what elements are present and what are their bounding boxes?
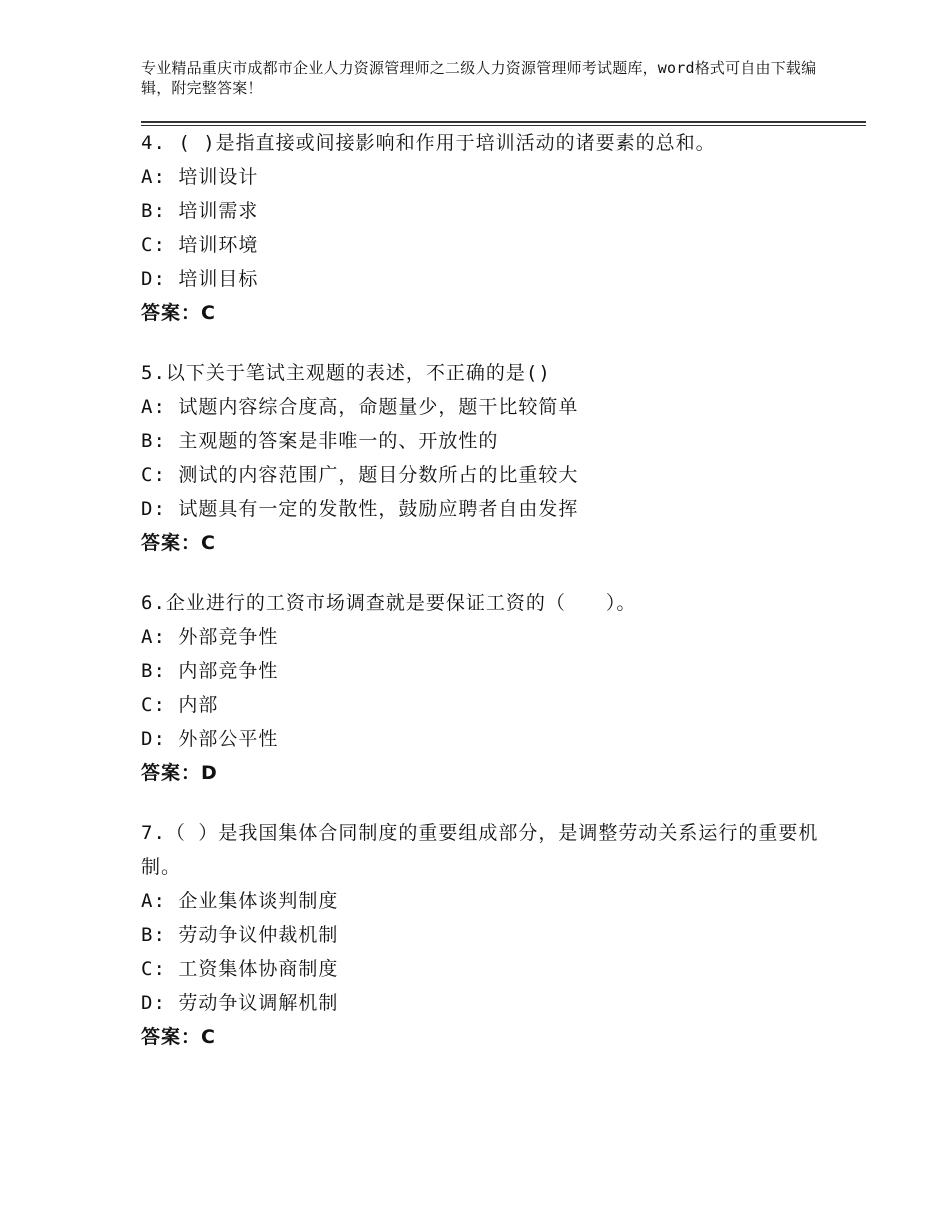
option-a: A: 企业集体谈判制度 xyxy=(141,890,339,912)
answer-label: 答案：D xyxy=(141,762,218,784)
question-5 xyxy=(141,356,866,560)
option-b: B: 培训需求 xyxy=(141,200,259,222)
document-header: 专业精品重庆市成都市企业人力资源管理师之二级人力资源管理师考试题库，word格式可自由下载编辑，附完整答案！ xyxy=(141,59,817,97)
option-a: A: 培训设计 xyxy=(141,166,259,188)
question-stem: 4. ( )是指直接或间接影响和作用于培训活动的诸要素的总和。 xyxy=(141,132,716,154)
option-d: D: 外部公平性 xyxy=(141,728,279,750)
option-a: A: 试题内容综合度高，命题量少，题干比较简单 xyxy=(141,396,579,418)
option-c: C: 工资集体协商制度 xyxy=(141,958,339,980)
option-a: A: 外部竞争性 xyxy=(141,626,279,648)
option-b: B: 内部竞争性 xyxy=(141,660,279,682)
question-7 xyxy=(141,816,866,1054)
question-stem: 7.（ ）是我国集体合同制度的重要组成部分，是调整劳动关系运行的重要机制。 xyxy=(141,822,819,878)
answer-label: 答案：C xyxy=(141,302,216,324)
option-d: D: 试题具有一定的发散性，鼓励应聘者自由发挥 xyxy=(141,498,579,520)
option-b: B: 劳动争议仲裁机制 xyxy=(141,924,339,946)
question-6 xyxy=(141,586,866,790)
question-4 xyxy=(141,126,866,330)
option-d: D: 培训目标 xyxy=(141,268,259,290)
option-d: D: 劳动争议调解机制 xyxy=(141,992,339,1014)
answer-label: 答案：C xyxy=(141,532,216,554)
option-c: C: 培训环境 xyxy=(141,234,259,256)
question-stem: 5.以下关于笔试主观题的表述，不正确的是() xyxy=(141,362,551,384)
option-c: C: 测试的内容范围广，题目分数所占的比重较大 xyxy=(141,464,579,486)
option-b: B: 主观题的答案是非唯一的、开放性的 xyxy=(141,430,499,452)
question-list xyxy=(141,126,866,1080)
question-stem: 6.企业进行的工资市场调查就是要保证工资的（ ）。 xyxy=(141,592,637,614)
option-c: C: 内部 xyxy=(141,694,219,716)
answer-label: 答案：C xyxy=(141,1026,216,1048)
